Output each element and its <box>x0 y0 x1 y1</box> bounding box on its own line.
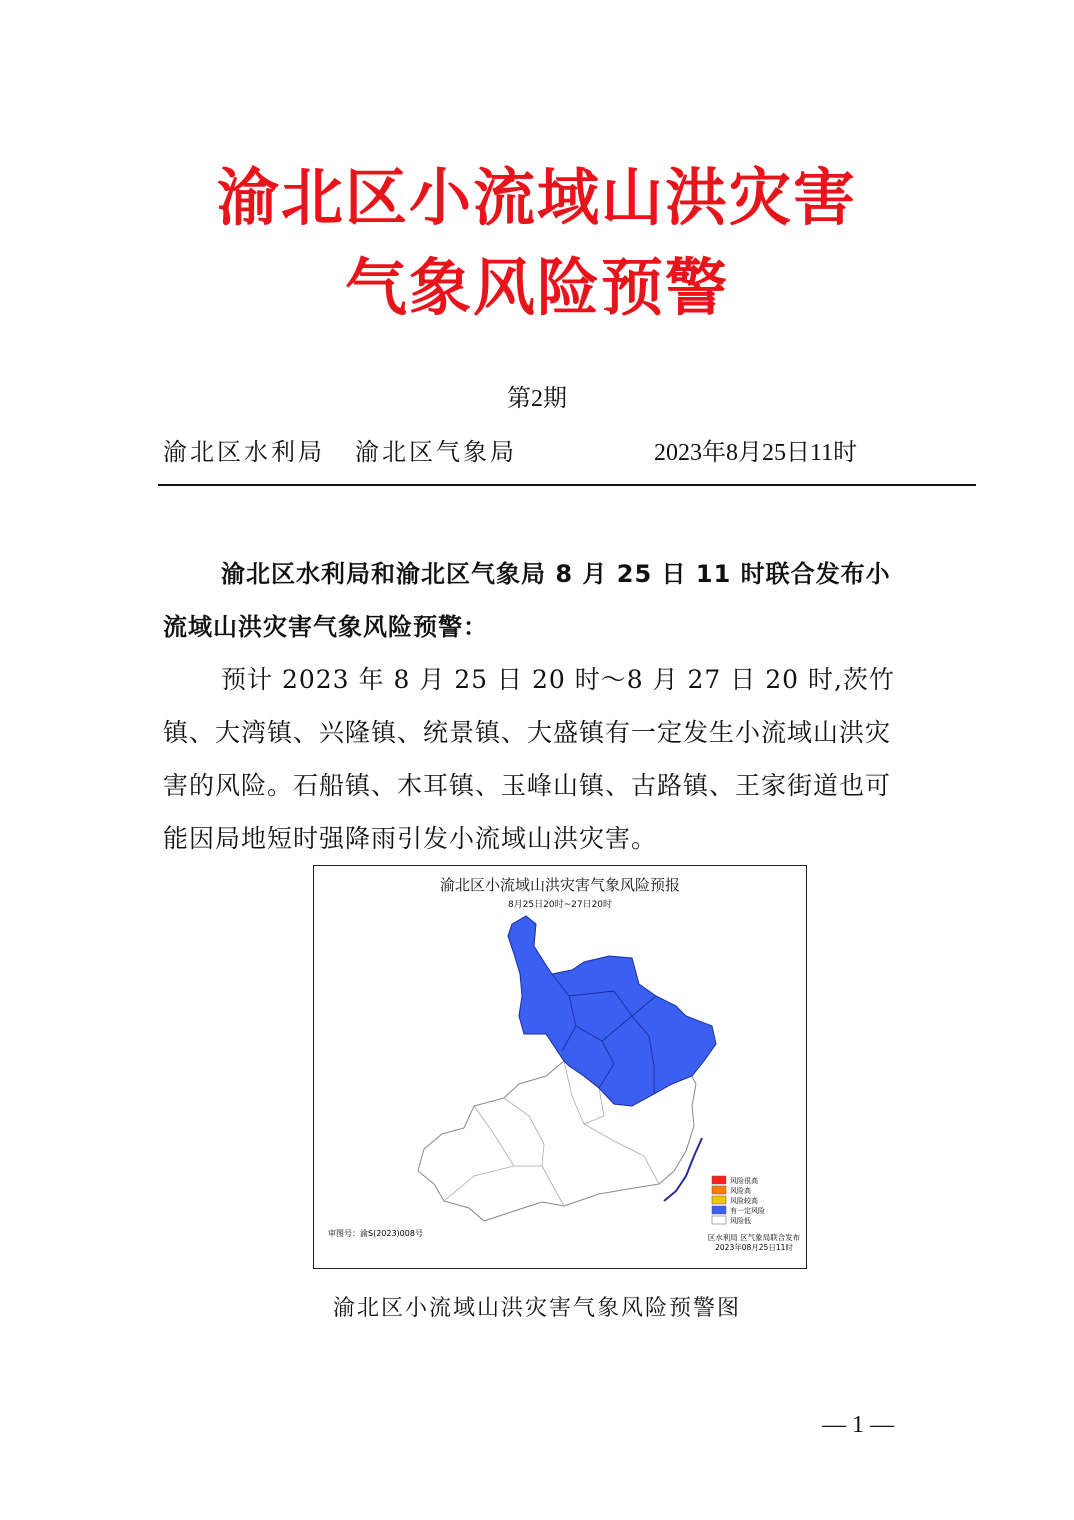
legend-swatch-fairly-high <box>712 1196 726 1204</box>
issue-number: 第2期 <box>507 386 567 412</box>
legend-label-some-risk: 有一定风险 <box>730 1207 765 1215</box>
header-divider <box>158 484 976 486</box>
legend-swatch-very-high <box>712 1176 726 1184</box>
announcement-paragraph: 渝北区水利局和渝北区气象局 8 月 25 日 11 时联合发布小流域山洪灾害气象风险预警： <box>163 560 891 641</box>
legend-swatch-some-risk <box>712 1206 726 1214</box>
issuers <box>163 432 547 467</box>
map-subtitle: 8月25日20时~27日20时 <box>507 900 613 910</box>
map-legend <box>712 1176 765 1225</box>
map-publish-time: 2023年08月25日11时 <box>715 1243 793 1252</box>
legend-label-very-high: 风险很高 <box>730 1177 758 1185</box>
legend-label-low: 风险低 <box>730 1217 751 1225</box>
document-title-line-2: 气象风险预警 <box>344 251 729 324</box>
legend-label-fairly-high: 风险较高 <box>730 1197 758 1205</box>
map-title: 渝北区小流域山洪灾害气象风险预报 <box>439 876 681 894</box>
legend-swatch-high <box>712 1186 726 1194</box>
risk-map-figure <box>313 865 807 1269</box>
page-number: — 1 — <box>822 1412 894 1438</box>
document-title-line-1: 渝北区小流域山洪灾害 <box>216 161 857 234</box>
issuer-water-bureau: 渝北区水利局 <box>163 438 325 466</box>
risk-map-svg <box>314 866 806 1268</box>
map-publisher: 区水利局 区气象局联合发布 <box>707 1233 801 1242</box>
issuer-meteorological-bureau: 渝北区气象局 <box>355 438 517 466</box>
issue-date: 2023年8月25日11时 <box>654 440 858 466</box>
forecast-paragraph: 预计 2023 年 8 月 25 日 20 时～8 月 27 日 20 时,茨竹镇、大湾镇、兴隆镇、统景镇、大盛镇有一定发生小流域山洪灾害的风险。石船镇、木耳镇、玉峰山镇、古路镇、王家街道也可能因局地短时强降雨引发小流域山洪灾害。 <box>163 665 895 853</box>
map-approval-number: 审图号：渝S(2023)008号 <box>328 1229 423 1238</box>
legend-swatch-low <box>712 1216 726 1224</box>
figure-caption: 渝北区小流域山洪灾害气象风险预警图 <box>332 1296 741 1321</box>
legend-label-high: 风险高 <box>730 1187 751 1195</box>
